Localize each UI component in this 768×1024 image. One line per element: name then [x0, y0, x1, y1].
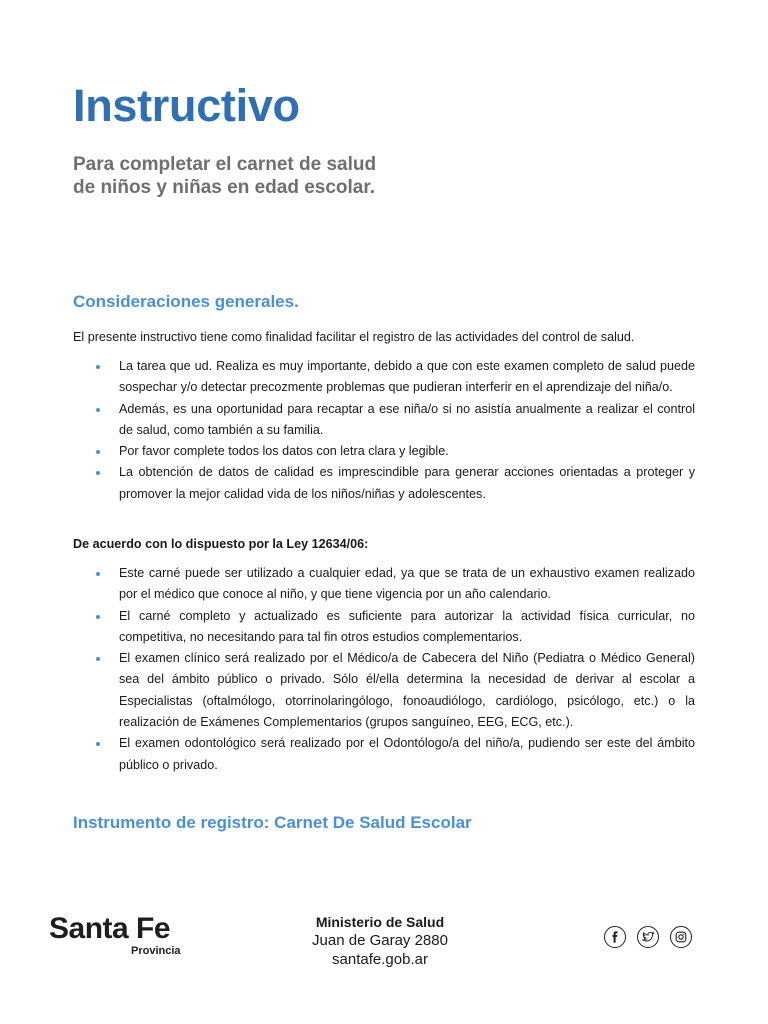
subtitle-line-2: de niños y niñas en edad escolar.	[73, 177, 375, 198]
list-item-text: Este carné puede ser utilizado a cualquier edad, ya que se trata de un exhaustivo examen realizado por el médico que conoce al niño, y que tiene vigencia por un año calendario.	[119, 566, 695, 602]
section-heading-general: Consideraciones generales.	[73, 292, 299, 311]
bullet-icon	[96, 471, 100, 475]
facebook-icon[interactable]	[604, 926, 626, 948]
intro-paragraph: El presente instructivo tiene como finalidad facilitar el registro de las actividades del control de salud.	[73, 330, 635, 344]
list-item-text: El examen odontológico será realizado por el Odontólogo/a del niño/a, pudiendo ser este del ámbito público o privado.	[119, 736, 695, 772]
bullet-icon	[96, 450, 100, 454]
law-bullet-list	[73, 563, 695, 776]
footer-contact	[290, 913, 470, 969]
logo-sub-text: Provincia	[131, 945, 181, 957]
logo-brand-text: Santa Fe	[49, 912, 171, 945]
website-link[interactable]: santafe.gob.ar	[332, 951, 428, 968]
list-item-text: El examen clínico será realizado por el Médico/a de Cabecera del Niño (Pediatra o Médico General) sea del ámbito público o privado. Sólo él/ella determina la necesidad de derivar al escolar a Especialistas (oftalmólogo, otorrinolaringólogo, fonoaudiólogo, cardiólogo, psicólogo, etc.) o la realización de Exámenes Complementarios (grupos sanguíneo, EEG, ECG, etc.).	[119, 651, 695, 730]
twitter-icon[interactable]	[637, 926, 659, 948]
ministry-name: Ministerio de Salud	[315, 914, 445, 930]
section-heading-instrument: Instrumento de registro: Carnet De Salud Escolar	[73, 813, 472, 832]
list-item	[73, 563, 695, 606]
list-item-text: El carné completo y actualizado es suficiente para autorizar la actividad física curricular, no competitiva, no necesitando para tal fin otros estudios complementarios.	[119, 608, 695, 644]
list-item-text: Por favor complete todos los datos con letra clara y legible.	[119, 444, 449, 459]
bullet-icon	[96, 408, 100, 412]
bullet-icon	[96, 365, 100, 369]
instagram-icon[interactable]	[670, 926, 692, 948]
list-item-text: La obtención de datos de calidad es imprescindible para generar acciones orientadas a proteger y promover la mejor calidad vida de los niños/niñas y adolescentes.	[119, 465, 695, 501]
bullet-icon	[96, 742, 100, 746]
bullet-icon	[96, 657, 100, 661]
list-item	[73, 606, 695, 649]
social-links	[604, 926, 692, 948]
ministry-address: Juan de Garay 2880	[312, 932, 448, 949]
list-item	[73, 648, 695, 733]
santa-fe-logo	[49, 912, 189, 957]
list-item-text: Además, es una oportunidad para recaptar a ese niña/o si no asistía anualmente a realizar el control de salud, como también a su familia.	[119, 401, 695, 437]
bullet-icon	[96, 572, 100, 576]
list-item-text: La tarea que ud. Realiza es muy importante, debido a que con este examen completo de salud puede sospechar y/o detectar precozmente problemas que pudieran interferir en el aprendizaje del niña/o.	[119, 359, 695, 395]
bullet-icon	[96, 615, 100, 619]
page-subtitle	[73, 153, 376, 199]
list-item	[73, 462, 695, 505]
law-heading: De acuerdo con lo dispuesto por la Ley 12634/06:	[73, 537, 369, 551]
general-bullet-list	[73, 356, 695, 505]
list-item	[73, 356, 695, 399]
page-title: Instructivo	[73, 80, 300, 131]
subtitle-line-1: Para completar el carnet de salud	[73, 154, 377, 175]
list-item	[73, 441, 695, 462]
list-item	[73, 399, 695, 442]
list-item	[73, 733, 695, 776]
